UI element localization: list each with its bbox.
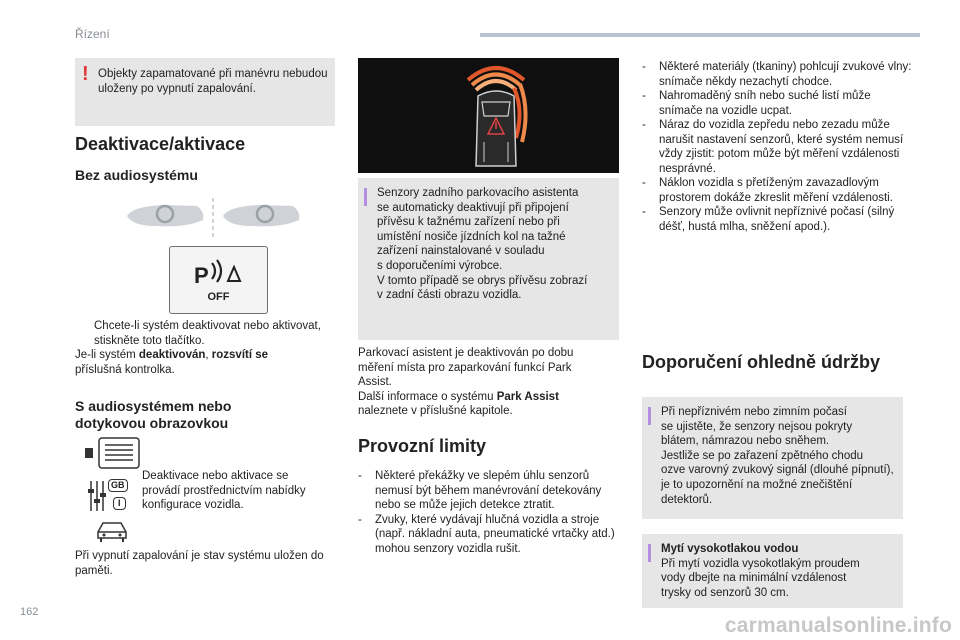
subsection-title-no-audio: Bez audiosystému [75,167,198,183]
weather-info-text [661,405,894,507]
park-assist-reference: Další informace o systému Park Assist [358,390,559,403]
info-box-high-pressure-wash [642,534,903,608]
text-line: přívěsu k tažnému zařízení nebo při [377,216,560,229]
dash-bullet: - [642,206,646,218]
car-config-icon [94,518,130,544]
text-line: s doporučeními výrobce. [377,259,503,272]
parking-sensor-icon [170,251,267,291]
list-item [642,118,912,176]
text-line: se ujistěte, že senzory nejsou pokryty [661,420,853,433]
text-line: Assist. [358,376,392,388]
text-line: Jestliže se po zařazení zpětného chodu [661,449,864,462]
list-item [642,60,912,89]
text-line: Parkovací asistent je deaktivován po dobu [358,347,574,359]
list-item-text: Některé materiály (tkaniny) pohlcují zvukové vlny: snímače někdy nezachytí chodce. [659,61,912,88]
off-label: OFF [207,291,230,303]
dash-bullet: - [358,513,362,526]
text-line: ozve varovný zvukový signál (dlouhé pípnutí), [661,464,894,477]
warning-box [75,58,335,126]
list-item [358,513,620,557]
list-item [358,469,620,513]
header-bar [480,33,920,37]
list-item-text: Náklon vozidla s přetíženým zavazadlovým prostorem dokáže zkreslit měření vzdálenosti. [659,177,893,204]
dash-bullet: - [642,119,646,131]
settings-icon-group [87,477,137,515]
step-text: Chcete-li systém deaktivovat nebo aktivovat, stiskněte toto tlačítko. [94,320,321,347]
page-number: 162 [20,606,39,618]
list-item-text: Senzory může ovlivnit nepříznivé počasí (silný déšť, hustá mlha, sněžení apod.). [659,206,895,233]
text-line: V tomto případě se obrys přívěsu zobrazí [377,274,588,287]
info-marker-icon [648,544,651,562]
text-line: blátem, námrazou nebo sněhem. [661,435,830,448]
section-title-deactivate: Deaktivace/aktivace [75,134,246,154]
section-title-limits: Provozní limity [358,436,487,456]
menu-config-text: Deaktivace nebo aktivace se provádí prostřednictvím nabídky konfigurace vozidla. [142,470,306,511]
list-item [642,205,912,234]
list-item-text: Nahromaděný sníh nebo suché listí může snímače na vozidle ucpat. [659,90,871,117]
list-item-text: Náraz do vozidla zepředu nebo zezadu může narušit nastavení senzorů, které systém nemusí vždy zjistit: potom může být měření vzdálenosti nesprávné. [659,119,904,175]
limits-list-right [642,60,912,234]
text-line: vody dbejte na minimální vzdálenost [661,572,847,585]
text-line: zařízení nainstalované v souladu [377,245,545,258]
list-item-text: Některé překážky ve slepém úhlu senzorů nemusí být během manévrování detekovány nebo se může jejich detekce ztratit. [375,470,602,511]
watermark: carmanualsonline.info [724,614,952,637]
list-item-text: Zvuky, které vydávají hlučná vozidla a stroje (např. nákladní auta, pneumatické vrtačky atd.) mohou senzory vozidla rušit. [375,513,615,555]
high-pressure-wash-text: Mytí vysokotlakou vodou Při mytí vozidla vysokotlakým proudem vody dbejte na minimální vzdálenost trysky od senzorů 30 cm. [661,543,860,599]
text-line: Při nepříznivém nebo zimním počasí [661,406,847,418]
park-assist-note: Parkovací asistent je deaktivován po dobu měření místa pro zaparkování funkcí Park Assist. Další informace o systému Park Assist naleznete v příslušné kapitole. [358,346,620,419]
subsection-title-with-audio: S audiosystémem nebo dotykovou obrazovkou [75,398,232,431]
car-config-icon-wrap [94,518,130,544]
dash-bullet: - [642,177,646,189]
info-box-weather [642,397,903,519]
text-line: je to upozornění na možné znečištění [661,478,853,491]
dashboard-illustration [125,196,300,242]
limits-list-left [358,469,620,556]
list-item [642,89,912,118]
dash-bullet: - [642,61,646,73]
info-marker-icon [364,188,367,206]
text-line: v zadní části obrazu vozidla. [377,289,522,302]
text-line: se automaticky deaktivují při připojení [377,201,569,214]
dash-bullet: - [642,90,646,102]
park-sensor-off-button[interactable] [169,246,268,314]
text-line: Senzory zadního parkovacího asistenta [377,187,579,199]
list-item [642,176,912,205]
svg-text:P: P [194,263,209,288]
memory-text: Při vypnutí zapalování je stav systému uložen do paměti. [75,550,324,577]
language-badge-i: I [113,497,126,510]
warning-exclamation-icon: ! [82,63,89,85]
language-badge-gb: GB [108,479,128,492]
rear-camera-illustration [358,58,619,173]
dash-bullet: - [358,470,362,482]
text-line: umístění nosiče jízdních kol na tažné [377,230,566,243]
chapter-title: Řízení [75,27,110,41]
text-line: trysky od senzorů 30 cm. [661,586,789,599]
dashboard-icon [125,196,300,242]
state-suffix: příslušná kontrolka. [75,363,175,376]
text-line: měření místa pro zaparkování funkcí Park [358,361,572,374]
info-marker-icon [648,407,651,425]
text-line: detektorů. [661,493,713,506]
section-title-maintenance: Doporučení ohledně údržby [642,352,881,372]
trailer-outline-illustration [358,58,619,173]
step-instruction [75,319,325,377]
text-line: Při mytí vozidla vysokotlakým proudem [661,557,860,570]
info-box-trailer [358,178,619,340]
state-text: Je-li systém deaktivován, rozsvítí se [75,349,269,361]
warning-text: Objekty zapamatované při manévru nebudou uloženy po vypnutí zapalování. [98,68,328,95]
trailer-info-text [377,186,587,303]
